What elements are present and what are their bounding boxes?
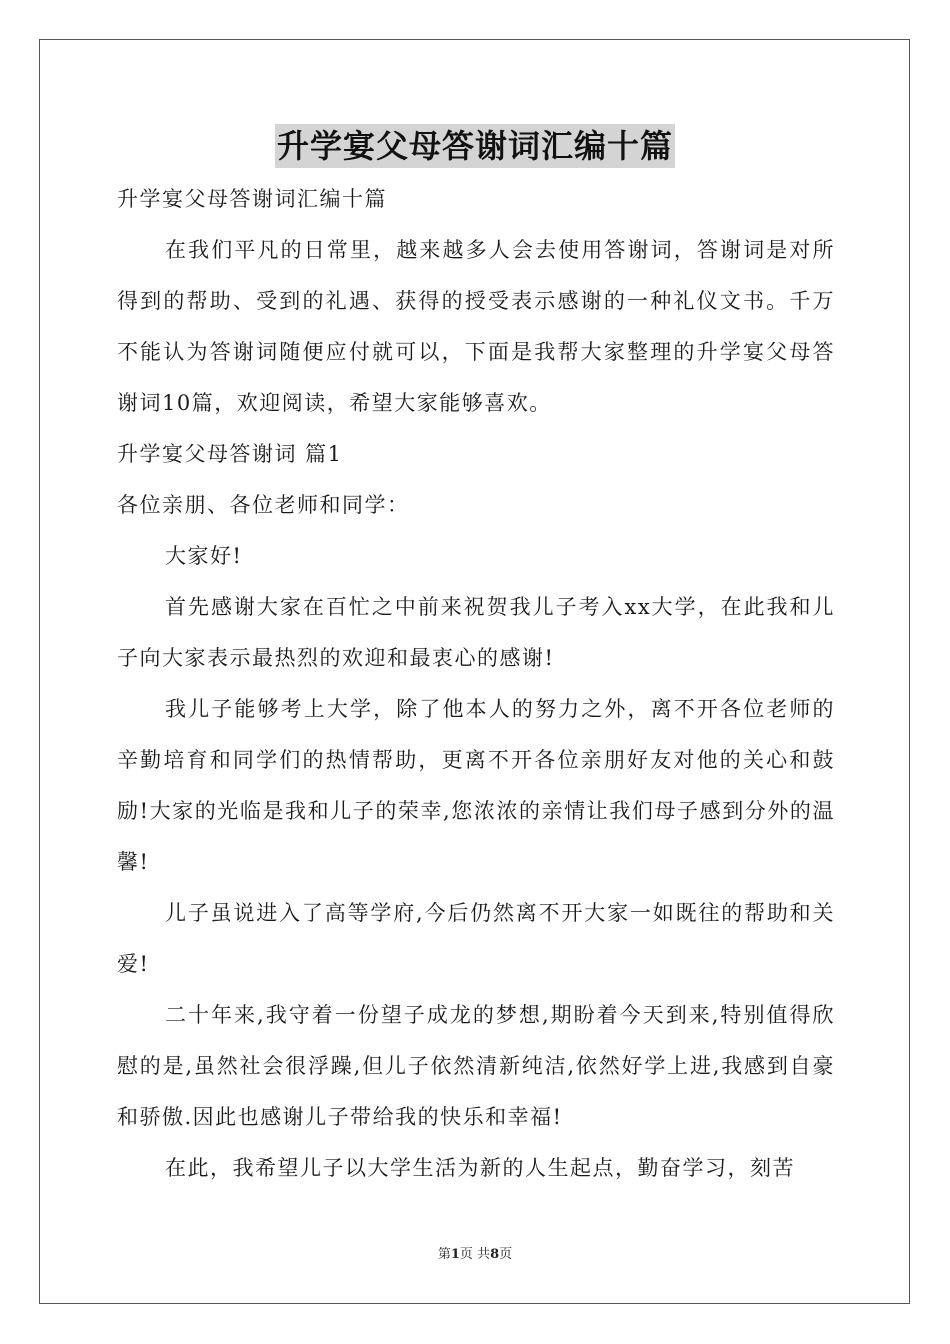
greeting: 大家好!	[165, 544, 243, 568]
paragraph: 二十年来,我守着一份望子成龙的梦想,期盼着今天到来,特别值得欣慰的是,虽然社会很浮躁,但儿子依然清新纯洁,依然好学上进,我感到自豪和骄傲.因此也感谢儿子带给我的快乐和幸福!	[117, 1003, 835, 1129]
paragraph-intro: 在我们平凡的日常里，越来越多人会去使用答谢词，答谢词是对所得到的帮助、受到的礼遇、获得的授受表示感谢的一种礼仪文书。千万不能认为答谢词随便应付就可以，下面是我帮大家整理的升学宴父母答谢词10篇，欢迎阅读，希望大家能够喜欢。	[117, 238, 835, 415]
page-number-current: 1	[450, 1247, 460, 1262]
page-number-total: 8	[490, 1247, 500, 1262]
section-heading: 升学宴父母答谢词 篇1	[117, 442, 343, 466]
document-subtitle: 升学宴父母答谢词汇编十篇	[117, 187, 387, 211]
page-label-prefix: 第	[437, 1247, 451, 1262]
title-container	[0, 124, 950, 168]
paragraph: 首先感谢大家在百忙之中前来祝贺我儿子考入xx大学，在此我和儿子向大家表示最热烈的欢迎和最衷心的感谢!	[117, 595, 835, 670]
document-body	[117, 174, 835, 1194]
page-label-mid: 页 共	[459, 1247, 491, 1262]
paragraph: 儿子虽说进入了高等学府,今后仍然离不开大家一如既往的帮助和关爱!	[117, 901, 835, 976]
paragraph: 我儿子能够考上大学，除了他本人的努力之外，离不开各位老师的辛勤培育和同学们的热情帮助，更离不开各位亲朋好友对他的关心和鼓励!大家的光临是我和儿子的荣幸,您浓浓的亲情让我们母子感到分外的温馨!	[117, 697, 835, 874]
page-label-suffix: 页	[499, 1247, 513, 1262]
salutation: 各位亲朋、各位老师和同学：	[117, 493, 410, 517]
page-footer	[0, 1246, 950, 1264]
document-title: 升学宴父母答谢词汇编十篇	[275, 124, 675, 168]
paragraph: 在此，我希望儿子以大学生活为新的人生起点，勤奋学习，刻苦	[165, 1156, 795, 1180]
